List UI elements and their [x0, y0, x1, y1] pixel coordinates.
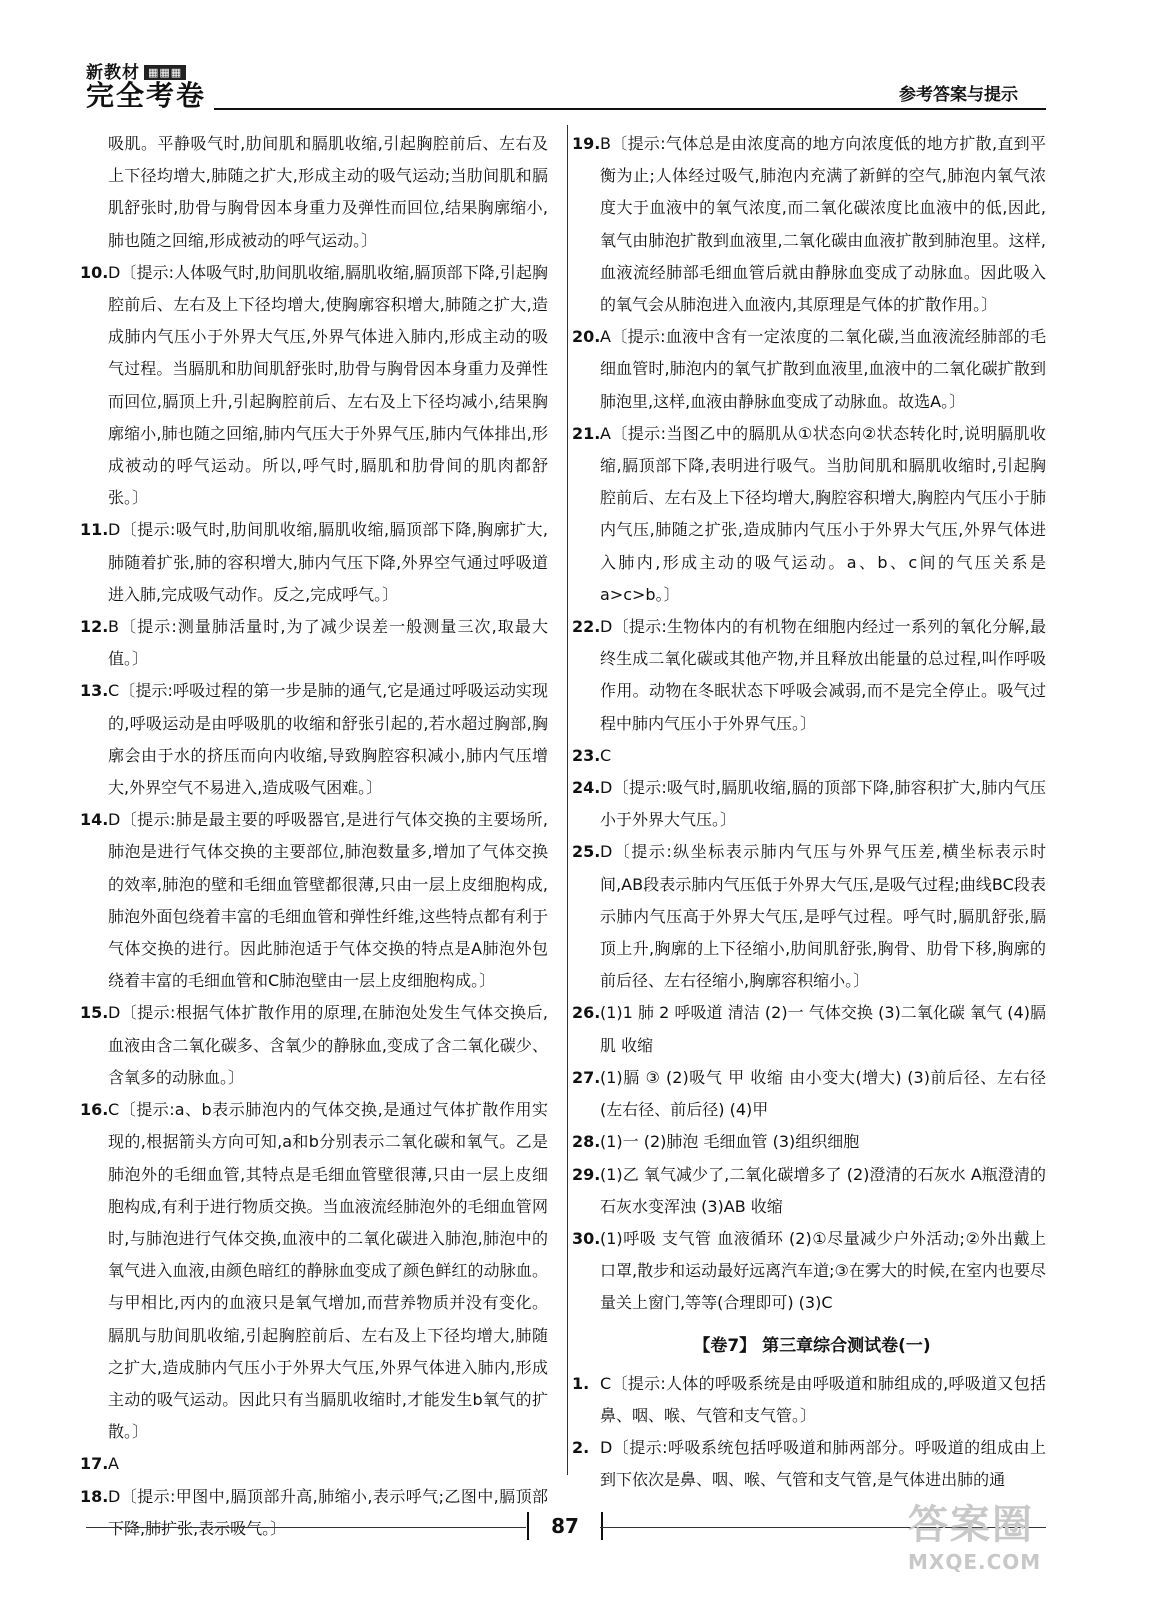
watermark-logo	[908, 1500, 1138, 1595]
answer-item-13: 13. C〔提示:呼吸过程的第一步是肺的通气,它是通过呼吸运动实现的,呼吸运动是由呼吸肌的收缩和舒张引起的,若水超过胸部,胸廓会由于水的挤压而向内收缩,导致胸腔容积减小,肺内气压增大,外界空气不易进入,造成吸气困难。〕	[80, 681, 548, 798]
answer-item-20: 20. A〔提示:血液中含有一定浓度的二氧化碳,当血液流经肺部的毛细血管时,肺泡内的氧气扩散到血液里,血液中的二氧化碳扩散到肺泡里,这样,血液由静脉血变成了动脉血。故选A。〕	[572, 327, 1046, 411]
footer-rule-left	[86, 1527, 526, 1528]
answer-item-b1: 1. C〔提示:人体的呼吸系统是由呼吸道和肺组成的,呼吸道又包括鼻、咽、喉、气管和支气管。〕	[572, 1373, 1046, 1425]
series-logo: ▦▦▦	[144, 65, 186, 80]
header-rule	[214, 108, 1046, 110]
answer-item-27: 27. (1)膈 ③ (2)吸气 甲 收缩 由小变大(增大) (3)前后径、左右径(左右径、前后径) (4)甲	[572, 1067, 1046, 1120]
answer-item-26: 26. (1)1 肺 2 呼吸道 清洁 (2)一 气体交换 (3)二氧化碳 氧气 (4)膈肌 收缩	[572, 1003, 1046, 1055]
answer-item-18: 18. D〔提示:甲图中,膈顶部升高,肺缩小,表示呼气;乙图中,膈顶部下降,肺扩张,表示吸气。〕	[80, 1486, 548, 1538]
answer-item-30: 30. (1)呼吸 支气管 血液循环 (2)①尽量减少户外活动;②外出戴上口罩,散步和运动最好远离汽车道;③在雾大的时候,在室内也要尽量关上窗门,等等(合理即可) (3)C	[572, 1228, 1046, 1313]
answer-item-24: 24. D〔提示:吸气时,膈肌收缩,膈的顶部下降,肺容积扩大,肺内气压小于外界大气压。〕	[572, 778, 1046, 830]
answer-item-16: 16. C〔提示:a、b表示肺泡内的气体交换,是通过气体扩散作用实现的,根据箭头方向可知,a和b分别表示二氧化碳和氧气。乙是肺泡外的毛细血管,其特点是毛细血管壁很薄,只由一层上皮细胞构成,有利于进行物质交换。当血液流经肺泡外的毛细血管网时,与肺泡进行气体交换,血液中的二氧化碳进入肺泡,肺泡中的氧气进入血液,由颜色暗红的静脉血变成了颜色鲜红的动脉血。与甲相比,丙内的血液只是氧气增加,而营养物质并没有变化。膈肌与肋间肌收缩,引起胸腔前后、左右及上下径均增大,肺随之扩大,造成肺内气压小于外界大气压,外界气体进入肺内,形成主动的吸气运动。因此只有当膈肌收缩时,才能发生b氧气的扩散。〕	[80, 1100, 548, 1442]
answer-item-17: 17. A	[80, 1454, 119, 1474]
answer-item-9-cont: 吸肌。平静吸气时,肋间肌和膈肌收缩,引起胸腔前后、左右及上下径均增大,肺随之扩大,形成主动的吸气运动;当肋间肌和膈肌舒张时,肋骨与胸骨因本身重力及弹性而回位,结果胸廓缩小,肺也随之回缩,形成被动的呼气运动。〕	[108, 134, 548, 250]
brand-top-text: 新教材	[86, 63, 140, 83]
page-header	[86, 58, 1046, 113]
answer-item-28: 28. (1)一 (2)肺泡 毛细血管 (3)组织细胞	[572, 1132, 860, 1152]
answer-item-10: 10. D〔提示:人体吸气时,肋间肌收缩,膈肌收缩,膈顶部下降,引起胸腔前后、左右及上下径均增大,使胸廓容积增大,肺随之扩大,造成肺内气压小于外界大气压,外界气体进入肺内,形成主动的吸气过程。当膈肌和肋间肌舒张时,肋骨与胸骨因本身重力及弹性而回位,膈顶上升,引起胸腔前后、左右及上下径均减小,结果胸廓缩小,肺也随之回缩,肺内气压大于外界气压,肺内气体排出,形成被动的呼气运动。所以,呼气时,膈肌和肋骨间的肌肉都舒张。〕	[80, 262, 548, 508]
answer-item-b2: 2. D〔提示:呼吸系统包括呼吸道和肺两部分。呼吸道的组成由上到下依次是鼻、咽、喉、气管和支气管,是气体进出肺的通	[572, 1438, 1046, 1490]
answer-item-29: 29. (1)乙 氧气减少了,二氧化碳增多了 (2)澄清的石灰水 A瓶澄清的石灰水变浑浊 (3)AB 收缩	[572, 1164, 1046, 1216]
answer-item-15: 15. D〔提示:根据气体扩散作用的原理,在肺泡处发生气体交换后,血液由含二氧化碳多、含氧少的静脉血,变成了含二氧化碳少、含氧多的动脉血。〕	[80, 1003, 548, 1087]
answer-item-25: 25. D〔提示:纵坐标表示肺内气压与外界气压差,横坐标表示时间,AB段表示肺内气压低于外界大气压,是吸气过程;曲线BC段表示肺内气压高于外界大气压,是呼气过程。呼气时,膈肌舒张,膈顶上升,胸廓的上下径缩小,肋间肌舒张,胸骨、肋骨下移,胸廓的前后径、左右径缩小,胸廓容积缩小。〕	[572, 842, 1046, 991]
left-column	[80, 128, 548, 1545]
section-title: 【卷7】 第三章综合测试卷(一)	[693, 1335, 931, 1356]
answer-item-21: 21. A〔提示:当图乙中的膈肌从①状态向②状态转化时,说明膈肌收缩,膈顶部下降,表明进行吸气。当肋间肌和膈肌收缩时,引起胸腔前后、左右及上下径均增大,胸腔容积增大,胸腔内气压小于肺内气压,肺随之扩张,造成肺内气压小于外界大气压,外界气体进入肺内,形成主动的吸气运动。a、b、c间的气压关系是a>c>b。〕	[572, 423, 1046, 604]
watermark-domain: MXQE.COM	[908, 1550, 1042, 1574]
brand-logo: 完全考卷	[86, 79, 207, 112]
column-divider	[567, 125, 568, 1475]
page-number: 87	[527, 1512, 603, 1540]
header-title: 参考答案与提示	[899, 85, 1018, 105]
answer-item-22: 22. D〔提示:生物体内的有机物在细胞内经过一系列的氧化分解,最终生成二氧化碳或其他产物,并且释放出能量的总过程,叫作呼吸作用。动物在冬眠状态下呼吸会减弱,而不是完全停止。吸气过程中肺内气压小于外界气压。〕	[572, 617, 1046, 733]
watermark-text: 答案圈	[908, 1502, 1034, 1548]
answer-item-19: 19. B〔提示:气体总是由浓度高的地方向浓度低的地方扩散,直到平衡为止;人体经过吸气,肺泡内充满了新鲜的空气,肺泡内氧气浓度大于血液中的氧气浓度,而二氧化碳浓度比血液中的低,因此,氧气由肺泡扩散到血液里,二氧化碳由血液扩散到肺泡里。这样,血液流经肺部毛细血管后就由静脉血变成了动脉血。因此吸入的氧气会从肺泡进入血液内,其原理是气体的扩散作用。〕	[572, 134, 1046, 315]
answer-item-23: 23. C	[572, 745, 612, 765]
answer-item-14: 14. D〔提示:肺是最主要的呼吸器官,是进行气体交换的主要场所,肺泡是进行气体交换的主要部位,肺泡数量多,增加了气体交换的效率,肺泡的壁和毛细血管壁都很薄,只由一层上皮细胞构成,肺泡外面包绕着丰富的毛细血管和弹性纤维,这些特点都有利于气体交换的进行。因此肺泡适于气体交换的特点是A肺泡外包绕着丰富的毛细血管和C肺泡壁由一层上皮细胞构成。〕	[80, 810, 548, 991]
answer-item-11: 11. D〔提示:吸气时,肋间肌收缩,膈肌收缩,膈顶部下降,胸廓扩大,肺随着扩张,肺的容积增大,肺内气压下降,外界空气通过呼吸道进入肺,完成吸气动作。反之,完成呼气。〕	[80, 520, 548, 604]
right-column	[572, 128, 1046, 1497]
answer-item-12: 12. B〔提示:测量肺活量时,为了减少误差一般测量三次,取最大值。〕	[80, 617, 548, 669]
